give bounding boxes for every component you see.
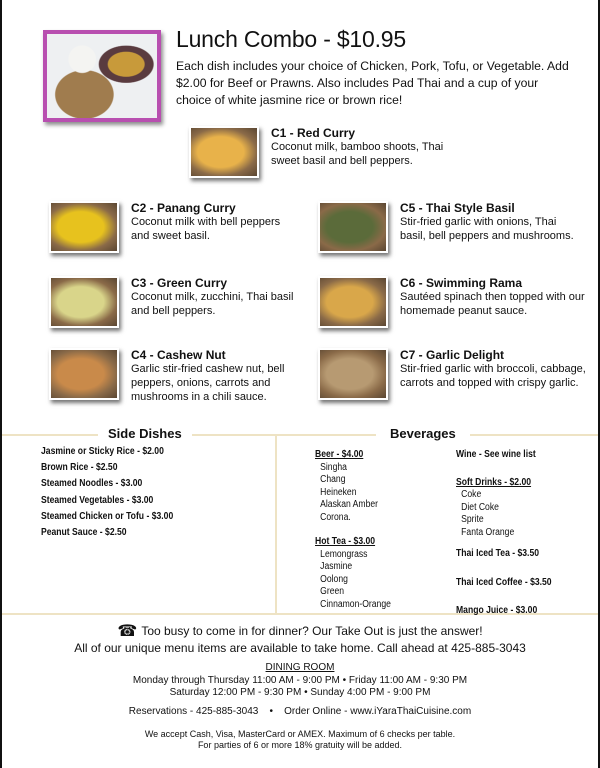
hours-line-1: Monday through Thursday 11:00 AM - 9:00 PM • Friday 11:00 AM - 9:30 PM xyxy=(132,674,468,686)
dish-c5 xyxy=(318,201,575,253)
dish-name: C4 - Cashew Nut xyxy=(131,348,226,362)
dish-description: Coconut milk, bamboo shoots, Thai sweet basil and bell peppers. xyxy=(271,141,444,167)
contact-line xyxy=(0,706,600,717)
dish-photo xyxy=(49,276,119,328)
side-dish-item: Steamed Vegetables - $3.00 xyxy=(41,494,154,506)
takeout-line-1: Too busy to come in for dinner? Our Take Out is just the answer! xyxy=(141,624,483,638)
dish-c6 xyxy=(318,276,585,328)
hot-tea-heading: Hot Tea - $3.00 xyxy=(315,536,376,547)
beer-item: Heineken xyxy=(320,486,357,498)
dish-description: Sautéed spinach then topped with our homemade peanut sauce. xyxy=(400,291,585,317)
dining-room-label: DINING ROOM xyxy=(265,662,335,673)
dish-name: C3 - Green Curry xyxy=(131,276,228,290)
beer-item: Chang xyxy=(320,474,346,485)
side-dish-item: Brown Rice - $2.50 xyxy=(41,462,118,474)
hot-tea-item: Lemongrass xyxy=(320,548,368,560)
telephone-icon: ☎ xyxy=(117,623,138,640)
dining-room-hours xyxy=(0,662,600,700)
soft-drink-item: Fanta Orange xyxy=(461,526,515,538)
beer-item: Singha xyxy=(320,461,347,473)
order-online-link[interactable]: Order Online - www.iYaraThaiCuisine.com xyxy=(284,706,472,717)
dish-name: C6 - Swimming Rama xyxy=(400,276,523,290)
dish-description: Coconut milk with bell peppers and sweet basil. xyxy=(131,216,281,242)
soft-drinks-heading: Soft Drinks - $2.00 xyxy=(456,476,532,488)
lunch-combo-photo xyxy=(43,30,161,122)
dish-photo xyxy=(49,348,119,400)
policy-line-2: For parties of 6 or more 18% gratuity will be added. xyxy=(197,740,403,750)
dish-name: C1 - Red Curry xyxy=(271,126,356,140)
dish-description: Stir-fried garlic with onions, Thai basil, bell peppers and mushrooms. xyxy=(400,216,574,242)
soft-drink-item: Coke xyxy=(461,489,482,500)
column-divider xyxy=(275,434,277,614)
policy-line-1: We accept Cash, Visa, MasterCard or AMEX. Maximum of 6 checks per table. xyxy=(144,729,456,739)
reservations-phone: Reservations - 425-885-3043 xyxy=(128,706,259,717)
bullet-separator: • xyxy=(269,706,273,717)
soft-drink-item: Diet Coke xyxy=(461,501,499,513)
dish-photo xyxy=(318,201,388,253)
dish-description: Garlic stir-fried cashew nut, bell peppers, onions, carrots and mushrooms in a chili sauce. xyxy=(131,363,285,403)
thai-iced-coffee: Thai Iced Coffee - $3.50 xyxy=(456,576,552,588)
hot-tea-item: Jasmine xyxy=(320,561,353,572)
intro-text: Each dish includes your choice of Chicken, Pork, Tofu, or Vegetable. Add $2.00 for Beef or Prawns. Also includes Pad Thai and a cup of your choice of white jasmine rice or brown rice! xyxy=(176,59,569,107)
dish-name: C5 - Thai Style Basil xyxy=(400,201,515,215)
beer-item: Alaskan Amber xyxy=(320,499,379,510)
hot-tea-item: Green xyxy=(320,586,345,597)
dish-description: Coconut milk, zucchini, Thai basil and bell peppers. xyxy=(131,291,294,317)
section-divider-top xyxy=(2,434,598,436)
dish-photo xyxy=(318,348,388,400)
beverages-right-column xyxy=(456,449,552,618)
side-dish-item: Jasmine or Sticky Rice - $2.00 xyxy=(41,446,164,457)
dish-c7 xyxy=(318,348,590,400)
dish-c4 xyxy=(49,348,301,404)
dish-description: Stir-fried garlic with broccoli, cabbage, carrots and topped with crispy garlic. xyxy=(400,363,586,389)
page-title: Lunch Combo - $10.95 xyxy=(176,26,406,52)
beer-heading: Beer - $4.00 xyxy=(315,449,364,460)
side-dish-item: Steamed Noodles - $3.00 xyxy=(41,478,143,490)
beer-item: Corona. xyxy=(320,511,351,523)
soft-drink-item: Sprite xyxy=(461,514,484,525)
dish-photo xyxy=(189,126,259,178)
side-dishes-list xyxy=(41,446,173,543)
dish-name: C7 - Garlic Delight xyxy=(400,348,505,362)
beverages-title: Beverages xyxy=(376,426,470,441)
side-dish-item: Peanut Sauce - $2.50 xyxy=(41,526,127,538)
wine-heading: Wine - See wine list xyxy=(456,449,536,460)
takeout-line-2: All of our unique menu items are available to take home. Call ahead at 425-885-3043 xyxy=(74,641,526,655)
dish-c2 xyxy=(49,201,301,253)
side-dish-item: Steamed Chicken or Tofu - $3.00 xyxy=(41,510,174,522)
dish-photo xyxy=(318,276,388,328)
beverages-left-column xyxy=(315,449,391,611)
thai-iced-tea: Thai Iced Tea - $3.50 xyxy=(456,548,540,559)
hours-line-2: Saturday 12:00 PM - 9:30 PM • Sunday 4:00 PM - 9:00 PM xyxy=(169,687,431,698)
hot-tea-item: Cinnamon-Orange xyxy=(320,598,391,610)
dish-c1 xyxy=(189,126,471,178)
dish-photo xyxy=(49,201,119,253)
takeout-notice xyxy=(0,623,600,657)
side-dishes-title: Side Dishes xyxy=(98,426,192,441)
dish-c3 xyxy=(49,276,301,328)
mango-juice: Mango Juice - $3.00 xyxy=(456,605,538,616)
hot-tea-item: Oolong xyxy=(320,573,348,585)
dish-name: C2 - Panang Curry xyxy=(131,201,236,215)
payment-policy xyxy=(0,729,600,751)
